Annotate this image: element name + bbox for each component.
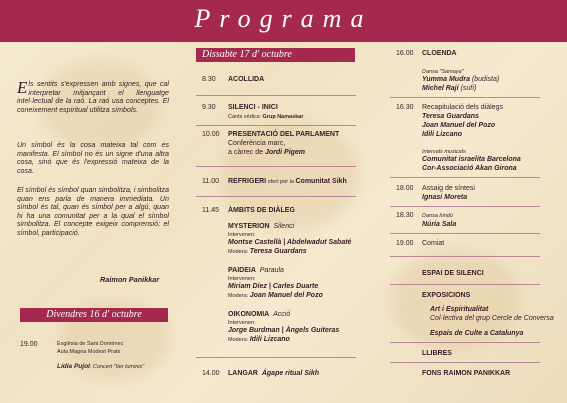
oikonomia-sub: Acció [273, 311, 291, 318]
mysterion-moderator: Teresa Guardans [249, 248, 307, 255]
divider [390, 362, 540, 363]
oikonomia-title [228, 311, 290, 319]
dansa1-tradition-1: (budista) [469, 76, 500, 83]
oikonomia-modera-label: Modera: [228, 337, 250, 343]
presentacio-time: 10.00 [202, 131, 220, 138]
dansa1-line1 [422, 76, 499, 84]
comiat-time: 19.00 [396, 240, 414, 247]
divider [390, 233, 540, 234]
divider [196, 196, 356, 197]
mysterion-title [228, 223, 294, 231]
divider [196, 357, 356, 358]
ambits-label: ÀMBITS DE DIÀLEG [228, 207, 295, 214]
header-banner [0, 0, 567, 42]
drop-cap: E [17, 78, 28, 97]
cloenda-label: CLOENDA [422, 50, 457, 57]
refrigeri-line [228, 178, 347, 186]
concert-desc: : Concert "Iter luminis" [89, 364, 145, 370]
dansa2-label: Dansa hindú [422, 213, 453, 219]
refrigeri-host: Comunitat Sikh [295, 178, 347, 185]
fons-heading: FONS RAIMON PANIKKAR [422, 370, 511, 377]
assaig-time: 18.00 [396, 185, 414, 192]
mysterion-names: Montse Castellà | Abdelwadut Sabaté [228, 239, 352, 246]
intro-paragraph-3: El símbol és símbol quan simbolitza, i simbolitza quan ens parla de manera immediata. Un símbol és tal, quan és símbol per a algú, quan hi ha una comunitat per a la qual el símbol simbolitza. El concepte exigeix comprensió; el símbol, participació. [17, 186, 169, 237]
acollida-label: ACOLLIDA [228, 76, 265, 83]
cloenda-time: 16.00 [396, 50, 414, 57]
expo2-title: Espais de Culte a Catalunya [430, 330, 524, 337]
dansa1-performer-1: Yumma Mudra [422, 76, 470, 83]
recap-name-3: Idili Lizcano [422, 131, 463, 138]
mysterion-label: MYSTERION [228, 223, 270, 230]
divider [390, 206, 540, 207]
silenci-performer: Grup Namaskar [262, 114, 304, 120]
intervals-name-1: Comunitat israelita Barcelona [422, 156, 521, 163]
divider [390, 256, 540, 257]
presentacio-speaker: Jordi Pigem [264, 149, 306, 156]
assaig-name: Ignasi Moreta [422, 194, 468, 201]
mysterion-sub: Silenci [273, 223, 295, 230]
acollida-time: 8.30 [202, 76, 216, 83]
silenci-label: SILENCI - INICI [228, 104, 278, 111]
divider [390, 342, 540, 343]
paideia-label: PAIDEIA [228, 267, 256, 274]
intervals-name-2: Cor-Associació Akan Girona [422, 165, 517, 172]
dansa1-tradition-2: (sufí) [458, 85, 477, 92]
langar-line [228, 370, 319, 378]
exposicions-heading: EXPOSICIONS [422, 292, 471, 299]
concert-performer: Lídia Pujol [57, 363, 90, 370]
dansa1-line2 [422, 85, 476, 93]
divider [196, 166, 356, 167]
silenci-sub-pre: Cants védics: [228, 114, 263, 120]
friday-time: 19.00 [20, 341, 38, 348]
intro-author: Raimon Panikkar [100, 275, 160, 284]
divider [390, 97, 540, 98]
refrigeri-rest-pre: ofert per la [266, 179, 296, 185]
silenci-sub [228, 114, 304, 120]
paideia-moderator: Joan Manuel del Pozo [249, 292, 323, 299]
intro-paragraph-2: Un símbol és la cosa mateixa tal com es manifesta. El símbol no és un signe d'una altra cosa, sinó que és l'expressió mateixa de la cosa. [17, 141, 169, 175]
oikonomia-moderator: Idili Lizcano [249, 336, 290, 343]
silenci-time: 9.30 [202, 104, 216, 111]
recap-label: Recapitulació dels diàlegs [422, 104, 503, 111]
recap-name-2: Joan Manuel del Pozo [422, 122, 496, 129]
presentacio-line2 [228, 149, 305, 157]
langar-time: 14.00 [202, 370, 220, 377]
langar-label: LANGAR [228, 370, 258, 377]
intro-text-1: ls sentits s'expressen amb signes, que cal interpretar mitjançant el llenguatge intel·lectual de la raó. La raó usa conceptes. El coneixement espiritual utilitza símbols. [17, 80, 169, 114]
oikonomia-intervenen: Intervenen: [228, 320, 256, 326]
comiat-label: Comiat [422, 240, 445, 247]
paideia-sub: Paraula [259, 267, 284, 274]
paideia-title [228, 267, 284, 275]
friday-header: Divendres 16 d' octubre [20, 308, 168, 322]
divider [196, 125, 356, 126]
oikonomia-label: OIKONOMIA [228, 311, 270, 318]
presentacio-line1: Conferència marc, [228, 140, 286, 147]
refrigeri-time: 11.00 [202, 178, 219, 185]
presentacio-line2-pre: a càrrec de [228, 149, 265, 156]
friday-concert [57, 364, 144, 370]
expo1-title: Art i Espiritualitat [430, 306, 489, 313]
oikonomia-names: Jorge Burdman | Àngels Guiteras [228, 327, 340, 334]
saturday-header: Dissabte 17 d' octubre [196, 48, 355, 62]
friday-place-1: Església de Sant Doménec [57, 341, 124, 347]
dansa2-name: Núria Sala [422, 221, 457, 228]
intervals-label: Intervals musicals [422, 149, 466, 155]
mysterion-intervenen: Intervenen: [228, 232, 256, 238]
expo1-sub: Col·lectiva del grup Cercle de Conversa [430, 315, 554, 322]
dansa1-label: Dansa "Samaya" [422, 69, 464, 75]
assaig-label: Assaig de síntesi [422, 185, 475, 192]
dansa1-performer-2: Michel Rají [422, 85, 459, 92]
divider [196, 95, 356, 96]
intro-paragraph-1 [17, 80, 169, 114]
espai-silenci: ESPAI DE SILENCI [422, 270, 484, 277]
friday-place-2: Aula Magna Modest Prats [57, 349, 121, 355]
ambits-time: 11.45 [202, 207, 219, 214]
page-title: Programa [194, 4, 373, 33]
paideia-names: Miriam Díez | Carles Duarte [228, 283, 319, 290]
refrigeri-label: REFRIGERI [228, 178, 267, 185]
mysterion-modera [228, 249, 307, 255]
dansa2-time: 18.30 [396, 212, 414, 219]
mysterion-modera-label: Modera: [228, 249, 250, 255]
divider [390, 177, 540, 178]
recap-name-1: Teresa Guardans [422, 113, 479, 120]
paideia-intervenen: Intervenen: [228, 276, 256, 282]
llibres-heading: LLIBRES [422, 350, 452, 357]
langar-sub: Ágape ritual Sikh [261, 370, 320, 377]
presentacio-label: PRESENTACIÓ DEL PARLAMENT [228, 131, 340, 138]
recap-time: 16.30 [396, 104, 414, 111]
paideia-modera [228, 293, 323, 299]
oikonomia-modera [228, 337, 290, 343]
divider [390, 284, 540, 285]
paideia-modera-label: Modera: [228, 293, 250, 299]
